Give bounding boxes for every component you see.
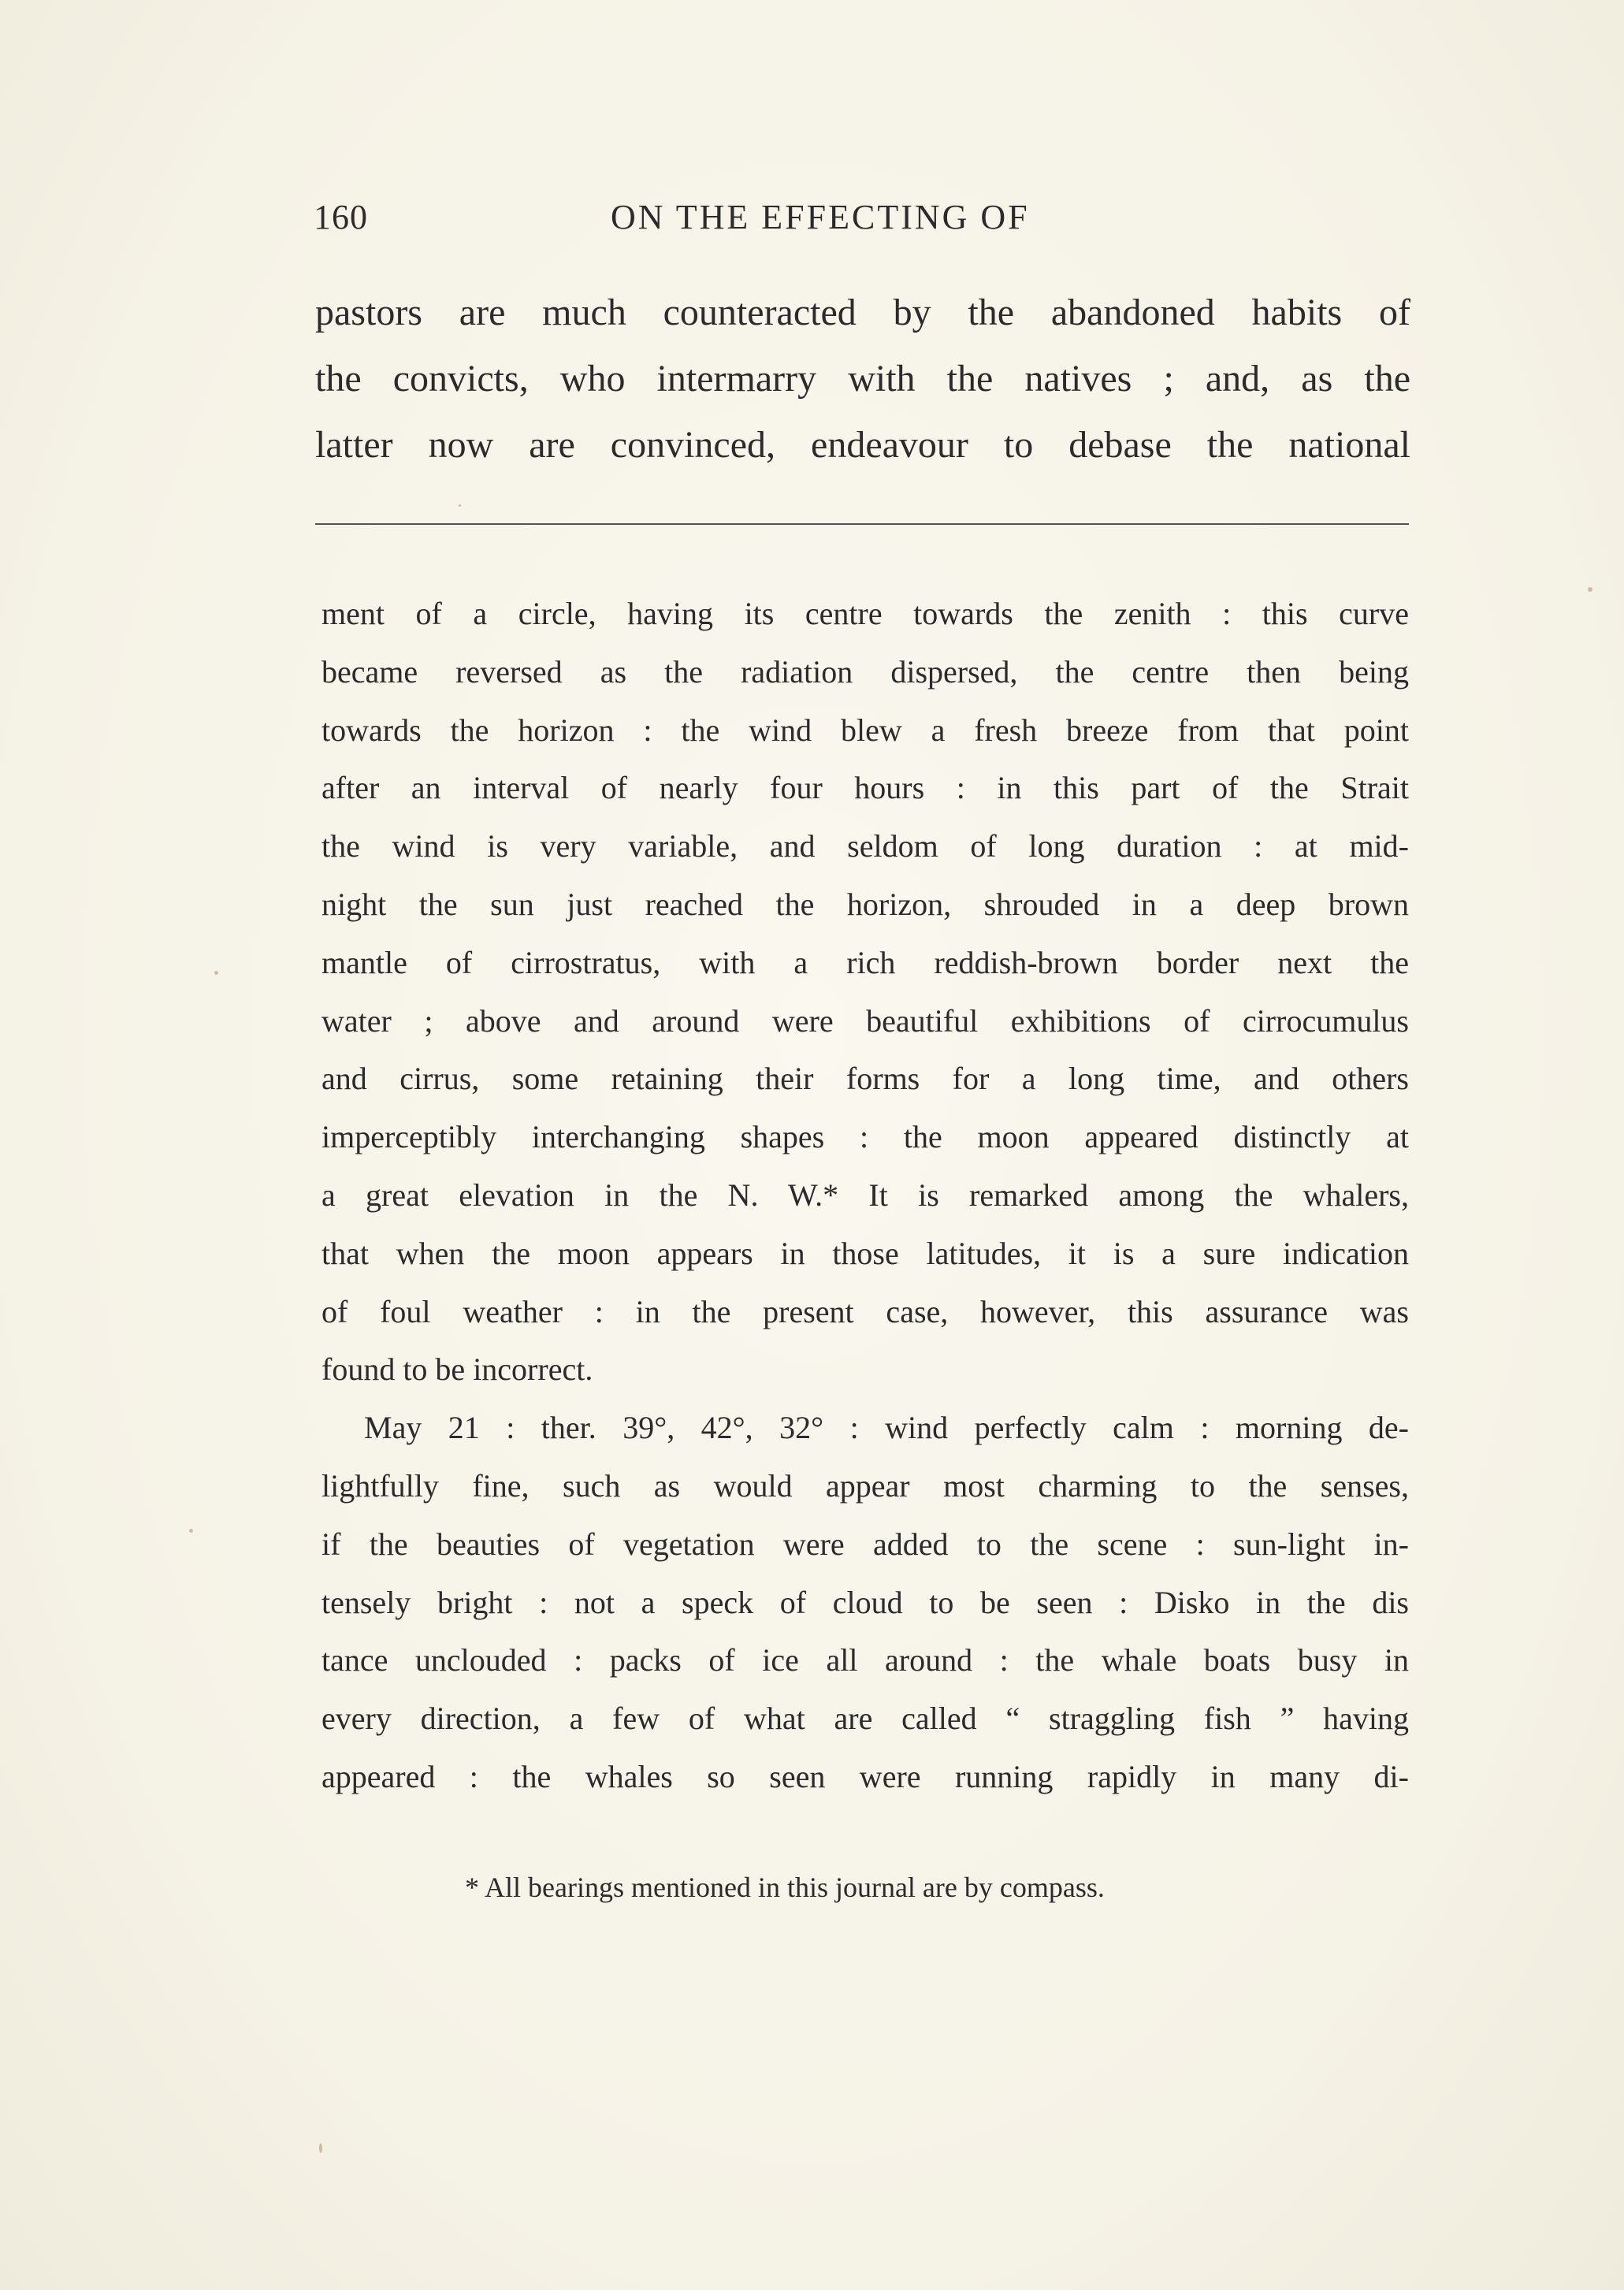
text-line: of foul weather : in the present case, however, this assurance was [321, 1293, 1409, 1329]
text-line: found to be incorrect. [321, 1351, 593, 1388]
text-line: the convicts, who intermarry with the natives ; and, as the [315, 358, 1410, 400]
text-line: a great elevation in the N. W.* It is remarked among the whalers, [321, 1177, 1409, 1213]
text-line: night the sun just reached the horizon, shrouded in a deep brown [321, 886, 1409, 922]
text-line: appeared : the whales so seen were running rapidly in many di- [321, 1758, 1409, 1794]
page-number: 160 [314, 198, 368, 236]
text-line: became reversed as the radiation dispersed, the centre then being [321, 653, 1409, 690]
text-line: and cirrus, some retaining their forms for a long time, and others [321, 1061, 1409, 1097]
text-line: imperceptibly interchanging shapes : the moon appeared distinctly at [321, 1119, 1409, 1155]
journal-text [321, 585, 1409, 1806]
running-head-title: ON THE EFFECTING OF [611, 198, 1030, 236]
text-line: the wind is very variable, and seldom of long duration : at mid- [321, 828, 1409, 864]
text-line: May 21 : ther. 39°, 42°, 32° : wind perfectly calm : morning de- [364, 1410, 1409, 1446]
text-line: latter now are convinced, endeavour to debase the national [315, 424, 1410, 466]
text-line: if the beauties of vegetation were added to the scene : sun-light in- [321, 1526, 1409, 1562]
text-line: water ; above and around were beautiful exhibitions of cirrocumulus [321, 1002, 1409, 1039]
text-line: every direction, a few of what are called “ straggling fish ” having [321, 1701, 1409, 1737]
text-line: that when the moon appears in those latitudes, it is a sure indication [321, 1235, 1409, 1271]
text-line: pastors are much counteracted by the abandoned habits of [315, 292, 1410, 333]
footnote: * All bearings mentioned in this journal are by compass. [465, 1872, 1105, 1903]
text-line: ment of a circle, having its centre towards the zenith : this curve [321, 596, 1409, 631]
text-line: lightfully fine, such as would appear most charming to the senses, [321, 1467, 1409, 1504]
text-line: mantle of cirrostratus, with a rich reddish-brown border next the [321, 944, 1409, 980]
text-line: tensely bright : not a speck of cloud to be seen : Disko in the dis [321, 1584, 1409, 1620]
text-line: tance unclouded : packs of ice all around : the whale boats busy in [321, 1642, 1409, 1678]
running-header [314, 197, 1417, 252]
continued-paragraph [315, 280, 1410, 478]
section-divider-rule [315, 523, 1409, 525]
text-line: after an interval of nearly four hours : in this part of the Strait [321, 770, 1409, 806]
text-line: towards the horizon : the wind blew a fresh breeze from that point [321, 712, 1409, 748]
